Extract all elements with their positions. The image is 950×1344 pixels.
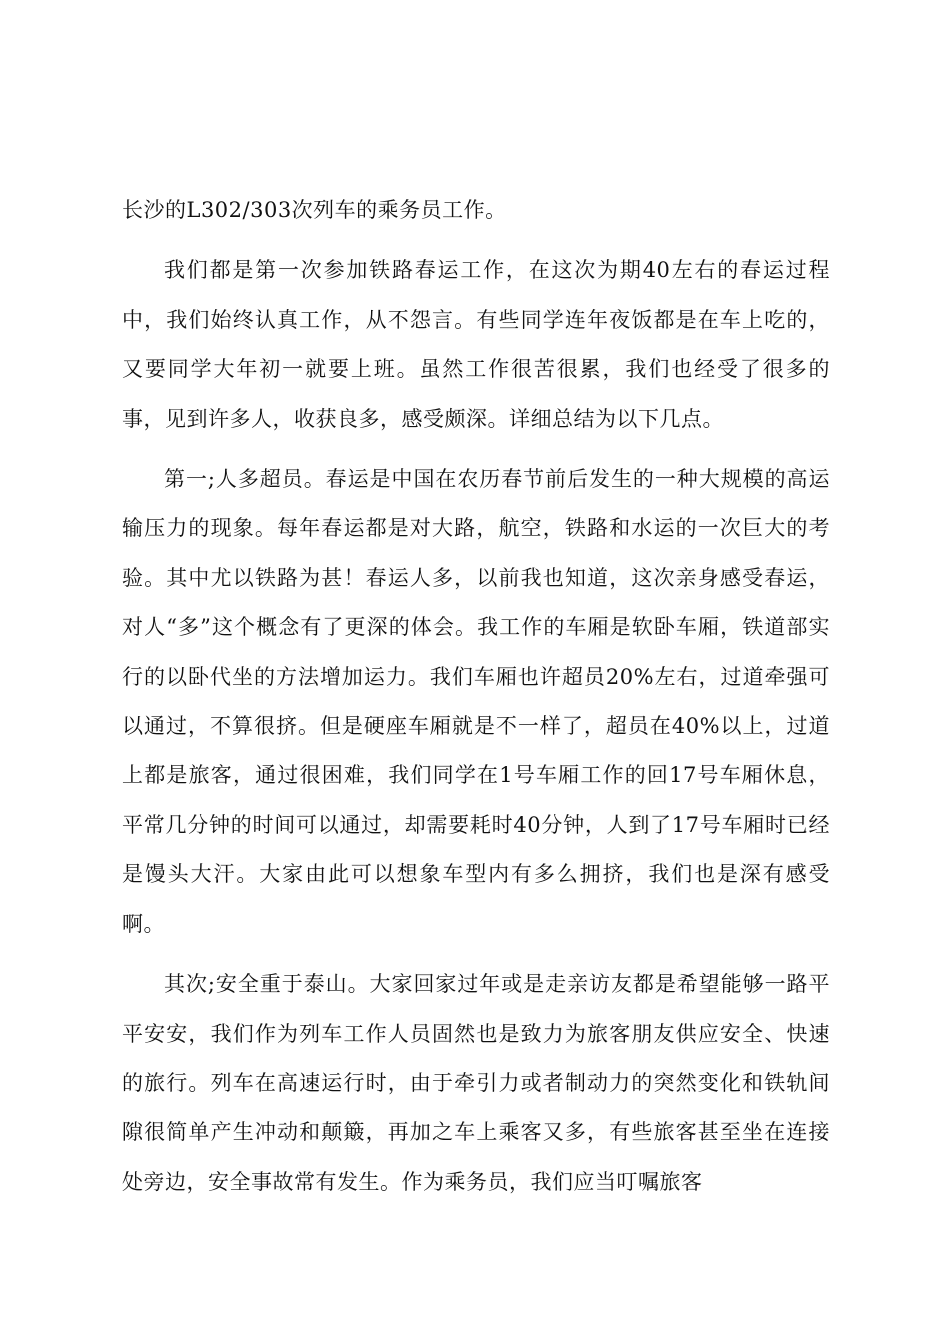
paragraph-first-time-spring-rush: 我们都是第一次参加铁路春运工作，在这次为期40左右的春运过程中，我们始终认真工作，从不怨言。有些同学连年夜饭都是在车上吃的，又要同学大年初一就要上班。虽然工作很苦很累，我们也经受了很多的事，见到许多人，收获良多，感受颇深。详细总结为以下几点。 bbox=[122, 258, 830, 431]
paragraph-continued: 长沙的L302/303次列车的乘务员工作。 bbox=[122, 198, 507, 222]
document-body bbox=[122, 186, 830, 1218]
paragraph-safety: 其次;安全重于泰山。大家回家过年或是走亲访友都是希望能够一路平平安安，我们作为列车工作人员固然也是致力为旅客朋友供应安全、快速的旅行。列车在高速运行时，由于牵引力或者制动力的突然变化和铁轨间隙很简单产生冲动和颠簸，再加之车上乘客又多，有些旅客甚至坐在连接处旁边，安全事故常有发生。作为乘务员，我们应当叮嘱旅客 bbox=[122, 972, 830, 1194]
paragraph-overcrowding: 第一;人多超员。春运是中国在农历春节前后发生的一种大规模的高运输压力的现象。每年春运都是对大路，航空，铁路和水运的一次巨大的考验。其中尤以铁路为甚！春运人多，以前我也知道，这次亲身感受春运，对人“多”这个概念有了更深的体会。我工作的车厢是软卧车厢，铁道部实行的以卧代坐的方法增加运力。我们车厢也许超员20%左右，过道牵强可以通过，不算很挤。但是硬座车厢就是不一样了，超员在40%以上，过道上都是旅客，通过很困难，我们同学在1号车厢工作的回17号车厢休息，平常几分钟的时间可以通过，却需要耗时40分钟，人到了17号车厢时已经是馒头大汗。大家由此可以想象车型内有多么拥挤，我们也是深有感受啊。 bbox=[122, 467, 830, 936]
